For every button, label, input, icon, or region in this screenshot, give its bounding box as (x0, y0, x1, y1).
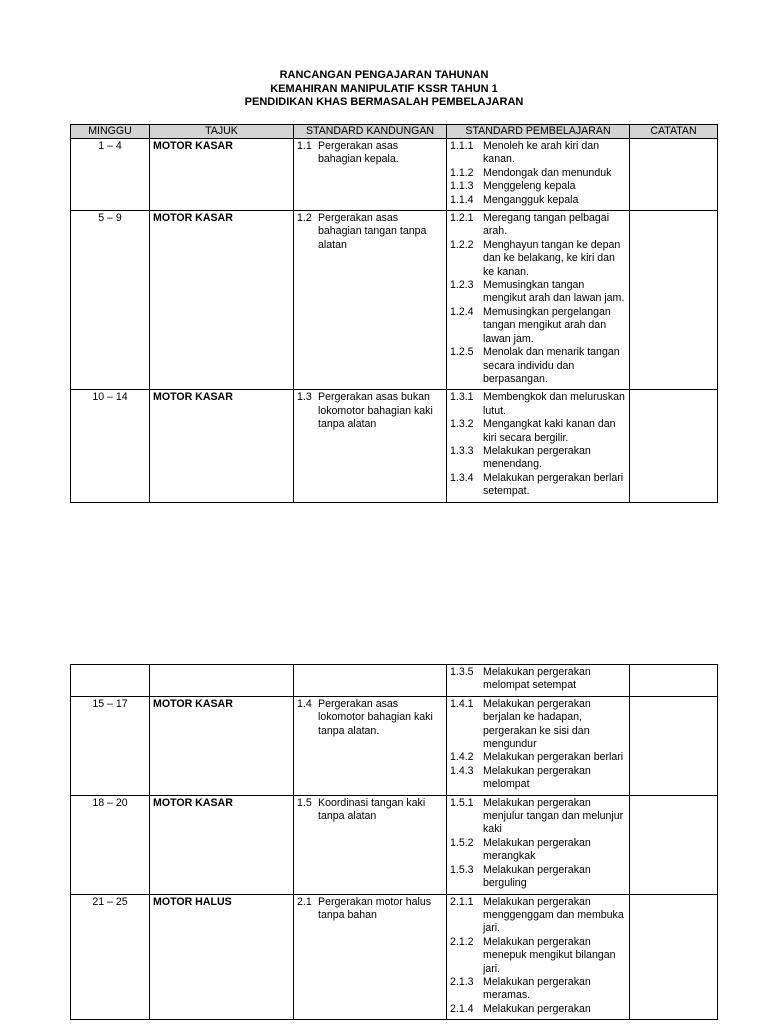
sk-number: 1.4 (297, 697, 312, 710)
catatan-cell (630, 665, 718, 697)
title-line-1: RANCANGAN PENGAJARAN TAHUNAN (279, 69, 489, 81)
sp-number: 1.3.2 (450, 418, 474, 431)
standard-pembelajaran-cell (447, 795, 630, 894)
sp-text: Menghayun tangan ke depan dan ke belakang, ke kiri dan ke kanan. (483, 238, 621, 278)
sp-number: 1.2.1 (450, 212, 474, 225)
sp-item (450, 837, 626, 864)
sp-text: Melakukan pergerakan berguling (483, 863, 591, 890)
sp-item (450, 346, 626, 386)
week-cell (71, 665, 150, 697)
week-cell: 1 – 4 (71, 139, 150, 211)
lesson-plan-table-2 (70, 664, 718, 1020)
sp-item (450, 140, 626, 167)
sp-item (450, 418, 626, 445)
sp-item (450, 306, 626, 346)
sp-number: 1.4.3 (450, 764, 474, 777)
sp-text: Mengangkat kaki kanan dan kiri secara bergilir. (483, 418, 616, 444)
sp-number: 1.1.2 (450, 166, 474, 179)
sk-number: 1.3 (297, 391, 312, 404)
sp-text: Melakukan pergerakan melompat setempat (483, 666, 591, 692)
standard-kandungan-cell (294, 390, 447, 502)
table-row (71, 211, 718, 390)
sp-text: Memusingkan tangan mengikut arah dan lawan jam. (483, 279, 625, 305)
sp-number: 1.5.2 (450, 836, 474, 849)
catatan-cell (630, 795, 718, 894)
sp-item (450, 698, 626, 752)
sp-item (450, 279, 626, 306)
sp-item (450, 936, 626, 976)
standard-pembelajaran-cell (447, 665, 630, 697)
standard-kandungan-cell (294, 211, 447, 390)
sp-number: 1.1.1 (450, 140, 474, 152)
sk-number: 2.1 (297, 895, 312, 908)
week-cell: 10 – 14 (71, 390, 150, 502)
standard-pembelajaran-cell (447, 696, 630, 795)
week-cell: 5 – 9 (71, 211, 150, 390)
sp-item (450, 797, 626, 837)
sp-text: Melakukan pergerakan menendang. (483, 444, 591, 471)
sp-text: Menggeleng kepala (483, 180, 576, 193)
sk-text: Koordinasi tangan kaki tanpa alatan (318, 796, 426, 823)
sp-number: 2.1.1 (450, 895, 474, 908)
sk-text: Pergerakan asas bahagian kepala. (318, 140, 399, 166)
sk-number: 1.1 (297, 140, 312, 152)
topic-cell: MOTOR KASAR (150, 211, 294, 390)
table-row (71, 795, 718, 894)
table-header-row (71, 125, 718, 139)
sp-text: Melakukan pergerakan berlari (483, 751, 624, 764)
catatan-cell (630, 211, 718, 390)
col-header-catatan: CATATAN (630, 125, 718, 139)
sp-item (450, 391, 626, 418)
sp-item (450, 751, 626, 764)
col-header-minggu: MINGGU (71, 125, 150, 139)
topic-cell: MOTOR KASAR (150, 390, 294, 502)
sp-number: 1.2.2 (450, 238, 474, 251)
topic-cell (150, 665, 294, 697)
sp-text: Melakukan pergerakan (483, 1002, 591, 1015)
title-line-2: KEMAHIRAN MANIPULATIF KSSR TAHUN 1 (270, 82, 498, 95)
col-header-tajuk: TAJUK (150, 125, 294, 139)
catatan-cell (630, 390, 718, 502)
sp-text: Melakukan pergerakan meramas. (483, 975, 591, 1002)
sp-text: Melakukan pergerakan merangkak (483, 836, 591, 863)
table-row (71, 139, 718, 211)
catatan-cell (630, 894, 718, 1020)
col-header-standard-kandungan: STANDARD KANDUNGAN (294, 125, 447, 139)
sp-text: Melakukan pergerakan berlari setempat. (483, 471, 624, 498)
sk-number: 1.2 (297, 212, 312, 225)
sp-number: 1.3.4 (450, 471, 474, 484)
catatan-cell (630, 696, 718, 795)
sp-text: Memusingkan pergelangan tangan mengikut arah dan lawan jam. (483, 305, 611, 345)
topic-cell: MOTOR KASAR (150, 795, 294, 894)
sp-number: 2.1.3 (450, 975, 474, 988)
standard-kandungan-cell (294, 696, 447, 795)
topic-cell: MOTOR HALUS (150, 894, 294, 1020)
col-header-standard-pembelajaran: STANDARD PEMBELAJARAN (447, 125, 630, 139)
sp-text: Melakukan pergerakan menggenggam dan membuka jari. (483, 895, 624, 935)
sp-item (450, 472, 626, 499)
sp-number: 1.5.1 (450, 796, 474, 809)
standard-pembelajaran-cell (447, 390, 630, 502)
table-row (71, 665, 718, 697)
sp-item (450, 239, 626, 279)
sp-text: Melakukan pergerakan berjalan ke hadapan, pergerakan ke sisi dan mengundur (483, 697, 591, 751)
sp-item (450, 864, 626, 891)
catatan-cell (630, 139, 718, 211)
sk-number: 1.5 (297, 796, 312, 809)
sp-item (450, 180, 626, 193)
sp-number: 1.3.3 (450, 444, 474, 457)
title-line-3: PENDIDIKAN KHAS BERMASALAH PEMBELAJARAN (244, 96, 524, 108)
lesson-plan-table-1 (70, 124, 718, 503)
week-cell: 18 – 20 (71, 795, 150, 894)
sk-text: Pergerakan asas bukan lokomotor bahagian kaki tanpa alatan (318, 391, 433, 431)
sp-text: Membengkok dan meluruskan lutut. (483, 391, 625, 417)
sk-text: Pergerakan motor halus tanpa bahan (318, 895, 432, 921)
standard-pembelajaran-cell (447, 139, 630, 211)
sp-text: Meregang tangan pelbagai arah. (483, 212, 610, 238)
table-row (71, 894, 718, 1020)
sp-item (450, 896, 626, 936)
sp-number: 1.4.1 (450, 697, 474, 710)
sp-item (450, 976, 626, 1003)
sp-item (450, 167, 626, 180)
sp-text: Mengangguk kepala (483, 193, 579, 206)
sk-text: Pergerakan asas bahagian tangan tanpa alatan (318, 212, 427, 251)
table-row (71, 696, 718, 795)
standard-kandungan-cell (294, 894, 447, 1020)
sp-number: 1.1.3 (450, 180, 474, 193)
sp-number: 1.4.2 (450, 751, 474, 764)
week-cell: 15 – 17 (71, 696, 150, 795)
table-row (71, 390, 718, 502)
sp-item (450, 445, 626, 472)
sp-number: 1.3.5 (450, 666, 474, 678)
sp-item (450, 666, 626, 693)
sp-number: 2.1.4 (450, 1002, 474, 1015)
sp-text: Menolak dan menarik tangan secara individu dan berpasangan. (483, 346, 620, 385)
topic-cell: MOTOR KASAR (150, 696, 294, 795)
sp-number: 1.2.5 (450, 346, 474, 359)
sp-item (450, 1003, 626, 1016)
sp-text: Mendongak dan menunduk (483, 166, 612, 179)
sp-text: Menoleh ke arah kiri dan kanan. (483, 140, 600, 166)
sp-text: Melakukan pergerakan menjulur tangan dan melunjur kaki (483, 796, 624, 836)
standard-kandungan-cell (294, 139, 447, 211)
sp-number: 1.2.4 (450, 305, 474, 318)
sp-text: Melakukan pergerakan melompat (483, 764, 591, 791)
sp-number: 1.2.3 (450, 279, 474, 292)
topic-cell: MOTOR KASAR (150, 139, 294, 211)
sp-number: 1.1.4 (450, 193, 474, 206)
sp-number: 1.3.1 (450, 391, 474, 404)
sp-item (450, 212, 626, 239)
document-header (0, 69, 768, 110)
standard-kandungan-cell (294, 795, 447, 894)
sp-number: 1.5.3 (450, 863, 474, 876)
sp-item (450, 194, 626, 207)
sp-number: 2.1.2 (450, 935, 474, 948)
standard-kandungan-cell (294, 665, 447, 697)
standard-pembelajaran-cell (447, 211, 630, 390)
standard-pembelajaran-cell (447, 894, 630, 1020)
sp-item (450, 765, 626, 792)
week-cell: 21 – 25 (71, 894, 150, 1020)
sp-text: Melakukan pergerakan menepuk mengikut bilangan jari. (483, 935, 616, 975)
sk-text: Pergerakan asas lokomotor bahagian kaki tanpa alatan. (318, 697, 433, 737)
